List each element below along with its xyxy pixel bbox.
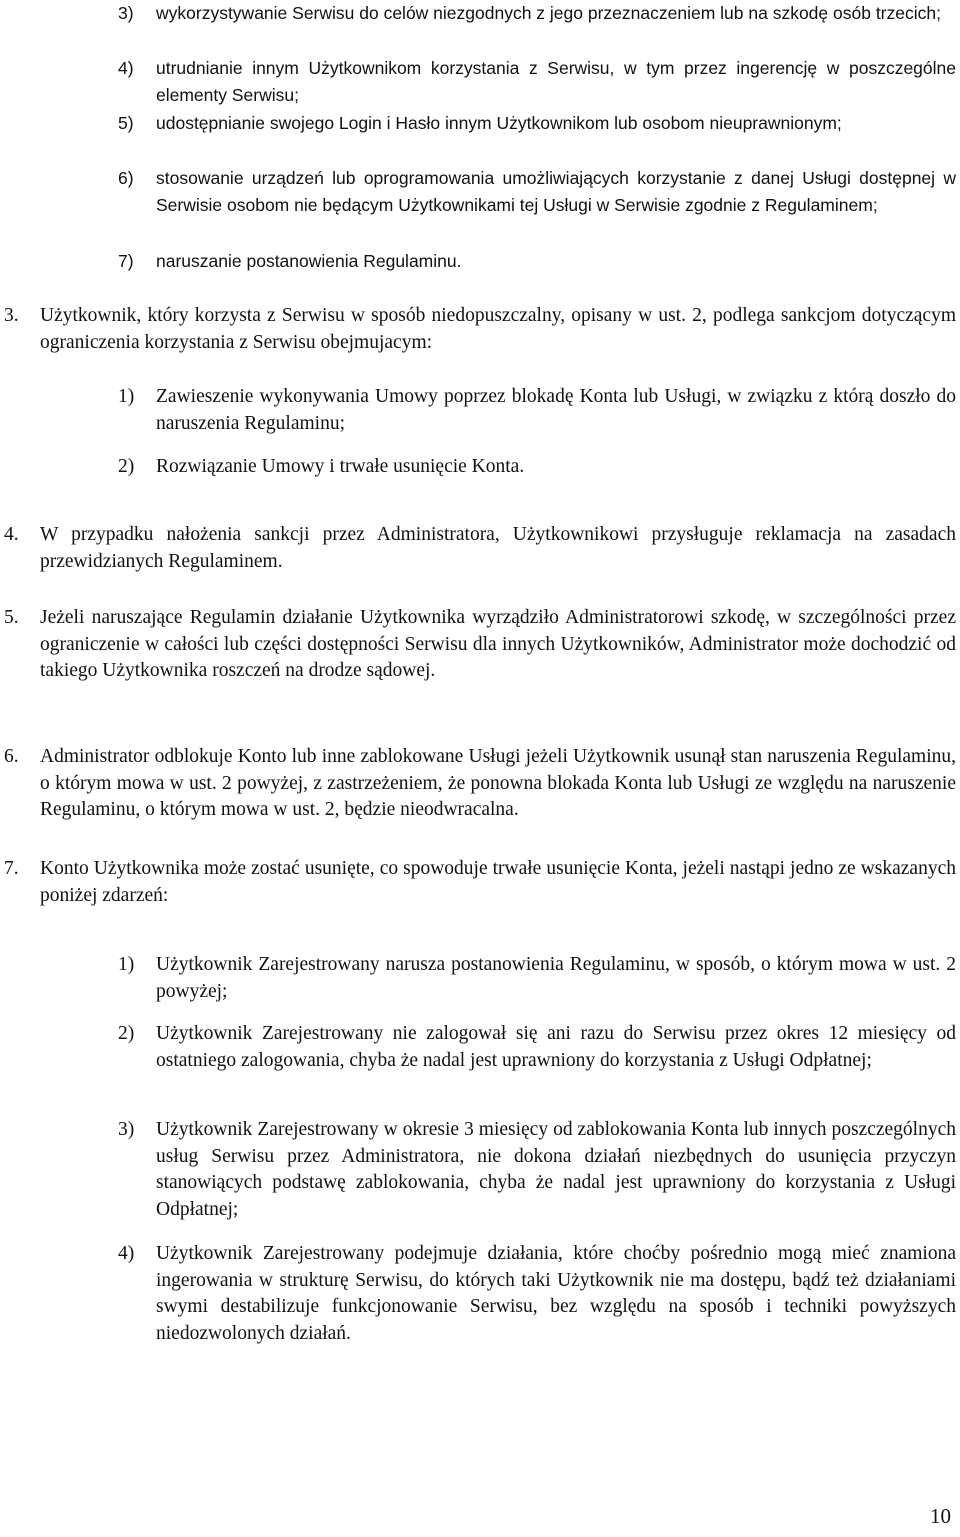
sub-item-number: 1) bbox=[118, 386, 135, 407]
sub-item-text: Użytkownik Zarejestrowany w okresie 3 miesięcy od zablokowania Konta lub innych poszczególnych usług Serwisu przez Administratora, nie dokona działań niezbędnych do usunięcia przyczyn stanowiących podstawę zablokowania, chyba że nadal jest uprawniony do korzystania z Usługi Odpłatnej; bbox=[156, 1119, 956, 1220]
list-item-text: utrudnianie innym Użytkownikom korzystania z Serwisu, w tym przez ingerencję w poszczególne elementy Serwisu; bbox=[156, 58, 956, 105]
sub-item-text: Użytkownik Zarejestrowany podejmuje działania, które choćby pośrednio mogą mieć znamiona ingerowania w strukturę Serwisu, do których taki Użytkownik nie ma dostępu, bądź też działaniami swymi destabilizuje funkcjonowanie Serwisu, bez względu na sposób i techniki powyższych niedozwolonych działań. bbox=[156, 1243, 956, 1344]
list-item-number: 7) bbox=[118, 251, 134, 271]
sub-item-number: 1) bbox=[118, 954, 135, 975]
sub-item-number: 2) bbox=[118, 1023, 135, 1044]
page-number: 10 bbox=[930, 1504, 951, 1528]
sub-item-text: Użytkownik Zarejestrowany narusza postanowienia Regulaminu, w sposób, o którym mowa w ust. 2 powyżej; bbox=[156, 954, 956, 1002]
section-number: 3. bbox=[4, 305, 19, 326]
list-item-number: 5) bbox=[118, 113, 134, 133]
sub-item-text: Rozwiązanie Umowy i trwałe usunięcie Konta. bbox=[156, 456, 525, 477]
section-number: 5. bbox=[4, 607, 19, 628]
section-text: Konto Użytkownika może zostać usunięte, co spowoduje trwałe usunięcie Konta, jeżeli nastąpi jedno ze wskazanych poniżej zdarzeń: bbox=[40, 858, 956, 906]
sub-item-number: 4) bbox=[118, 1243, 135, 1264]
sub-item-text: Zawieszenie wykonywania Umowy poprzez blokadę Konta lub Usługi, w związku z którą doszło do naruszenia Regulaminu; bbox=[156, 386, 956, 434]
section-text: W przypadku nałożenia sankcji przez Administratora, Użytkownikowi przysługuje reklamacja na zasadach przewidzianych Regulaminem. bbox=[40, 524, 956, 572]
section-number: 6. bbox=[4, 746, 19, 767]
sub-item-number: 3) bbox=[118, 1119, 135, 1140]
section-text: Jeżeli naruszające Regulamin działanie Użytkownika wyrządziło Administratorowi szkodę, w szczególności przez ograniczenie w całości lub części dostępności Serwisu dla innych Użytkowników, Administrator może dochodzić od takiego Użytkownika roszczeń na drodze sądowej. bbox=[40, 607, 956, 681]
sub-item-text: Użytkownik Zarejestrowany nie zalogował się ani razu do Serwisu przez okres 12 miesięcy od ostatniego zalogowania, chyba że nadal jest uprawniony do korzystania z Usługi Odpłatnej; bbox=[156, 1023, 956, 1071]
section-number: 7. bbox=[4, 858, 19, 879]
list-item-number: 4) bbox=[118, 58, 134, 78]
list-item-text: udostępnianie swojego Login i Hasło innym Użytkownikom lub osobom nieuprawnionym; bbox=[156, 113, 842, 133]
list-item-text: naruszanie postanowienia Regulaminu. bbox=[156, 251, 462, 271]
section-number: 4. bbox=[4, 524, 19, 545]
list-item-text: wykorzystywanie Serwisu do celów niezgodnych z jego przeznaczeniem lub na szkodę osób trzecich; bbox=[156, 3, 941, 23]
section-text: Administrator odblokuje Konto lub inne zablokowane Usługi jeżeli Użytkownik usunął stan naruszenia Regulaminu, o którym mowa w ust. 2 powyżej, z zastrzeżeniem, że ponowna blokada Konta lub Usługi ze względu na naruszenie Regulaminu, o którym mowa w ust. 2, będzie nieodwracalna. bbox=[40, 746, 956, 820]
list-item-number: 6) bbox=[118, 168, 134, 188]
list-item-number: 3) bbox=[118, 3, 134, 23]
sub-item-number: 2) bbox=[118, 456, 135, 477]
list-item-text: stosowanie urządzeń lub oprogramowania umożliwiających korzystanie z danej Usługi dostępnej w Serwisie osobom nie będącym Użytkownikami tej Usługi w Serwisie zgodnie z Regulaminem; bbox=[156, 168, 956, 215]
section-text: Użytkownik, który korzysta z Serwisu w sposób niedopuszczalny, opisany w ust. 2, podlega sankcjom dotyczącym ograniczenia korzystania z Serwisu obejmujacym: bbox=[40, 305, 956, 353]
